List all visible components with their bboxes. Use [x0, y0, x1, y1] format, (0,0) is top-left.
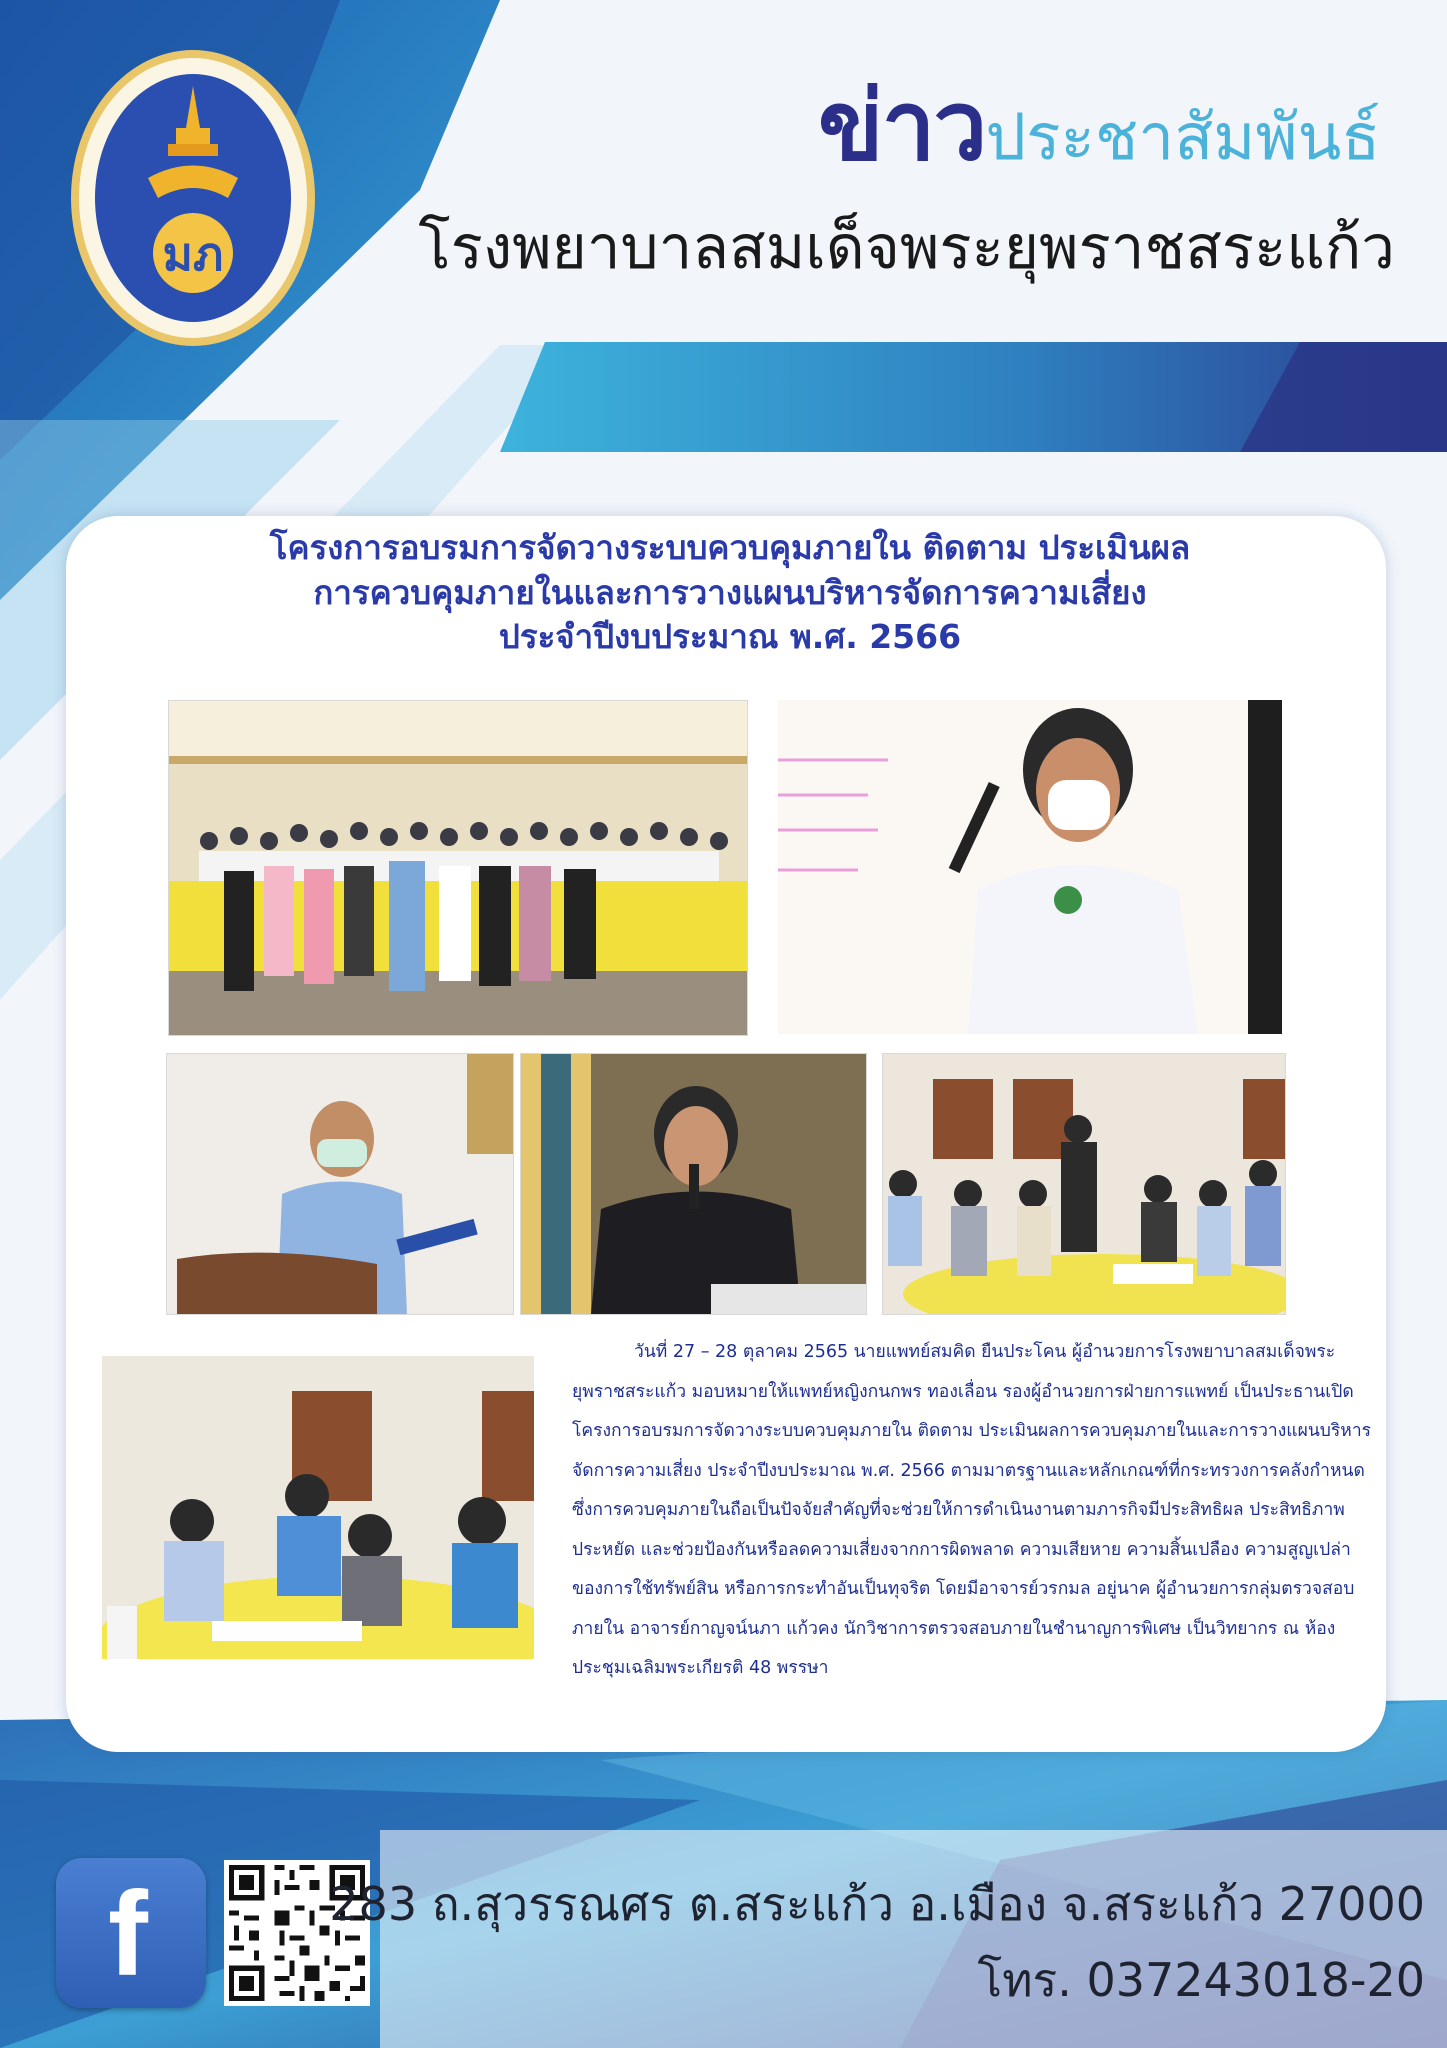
article-body — [572, 1333, 1372, 1689]
photo-woman-speaking — [520, 1053, 867, 1315]
title-line: ประจำปีงบประมาณ พ.ศ. 2566 — [498, 617, 962, 657]
photo-group-discussion — [102, 1356, 534, 1659]
photo-man-at-podium — [166, 1053, 514, 1315]
news-header — [818, 70, 1381, 182]
facebook-icon[interactable] — [56, 1858, 206, 2008]
photo-workshop-tables — [882, 1053, 1286, 1315]
facebook-glyph: f — [108, 1867, 148, 2001]
photo-speaker-microphone — [778, 700, 1282, 1034]
hospital-address: 283 ถ.สุวรรณศร ต.สระแก้ว อ.เมือง จ.สระแก้ว 27000 — [329, 1877, 1425, 1931]
title-line: การควบคุมภายในและการวางแผนบริหารจัดการความเสี่ยง — [313, 572, 1147, 612]
hospital-logo-emblem — [68, 48, 318, 348]
svg-text:มภ: มภ — [162, 227, 224, 281]
photo-group-attendees — [168, 700, 748, 1036]
hospital-phone: โทร. 037243018-20 — [977, 1953, 1425, 2007]
news-label-main: ข่าว — [818, 70, 986, 182]
article-title — [110, 526, 1350, 660]
hospital-name: โรงพยาบาลสมเด็จพระยุพราชสระแก้ว — [418, 213, 1395, 283]
news-label-sub: ประชาสัมพันธ์ — [985, 101, 1381, 175]
article-body-paragraph: วันที่ 27 – 28 ตุลาคม 2565 นายแพทย์สมคิด ยืนประโคน ผู้อำนวยการโรงพยาบาลสมเด็จพระยุพราชสระแก้ว มอบหมายให้แพทย์หญิงกนกพร ทองเลื่อน รองผู้อำนวยการฝ่ายการแพทย์ เป็นประธานเปิดโครงการอบรมการจัดวางระบบควบคุมภายใน ติดตาม ประเมินผลการควบคุมภายในและการวางแผนบริหารจัดการความเสี่ยง ประจำปีงบประมาณ พ.ศ. 2566 ตามมาตรฐานและหลักเกณฑ์ที่กระทรวงการคลังกำหนด ซึ่งการควบคุมภายในถือเป็นปัจจัยสำคัญที่จะช่วยให้การดำเนินงานตามภารกิจมีประสิทธิผล ประสิทธิภาพ ประหยัด และช่วยป้องกันหรือลดความเสี่ยงจากการผิดพลาด ความเสียหาย ความสิ้นเปลือง ความสูญเปล่าของการใช้ทรัพย์สิน หรือการกระทำอันเป็นทุจริต โดยมีอาจารย์วรกมล อยู่นาค ผู้อำนวยการกลุ่มตรวจสอบภายใน อาจารย์กาญจน์นภา แก้วคง นักวิชาการตรวจสอบภายในชำนาญการพิเศษ เป็นวิทยากร ณ ห้องประชุมเฉลิมพระเกียรติ 48 พรรษา — [572, 1342, 1372, 1678]
title-line: โครงการอบรมการจัดวางระบบควบคุมภายใน ติดตาม ประเมินผล — [269, 528, 1191, 567]
